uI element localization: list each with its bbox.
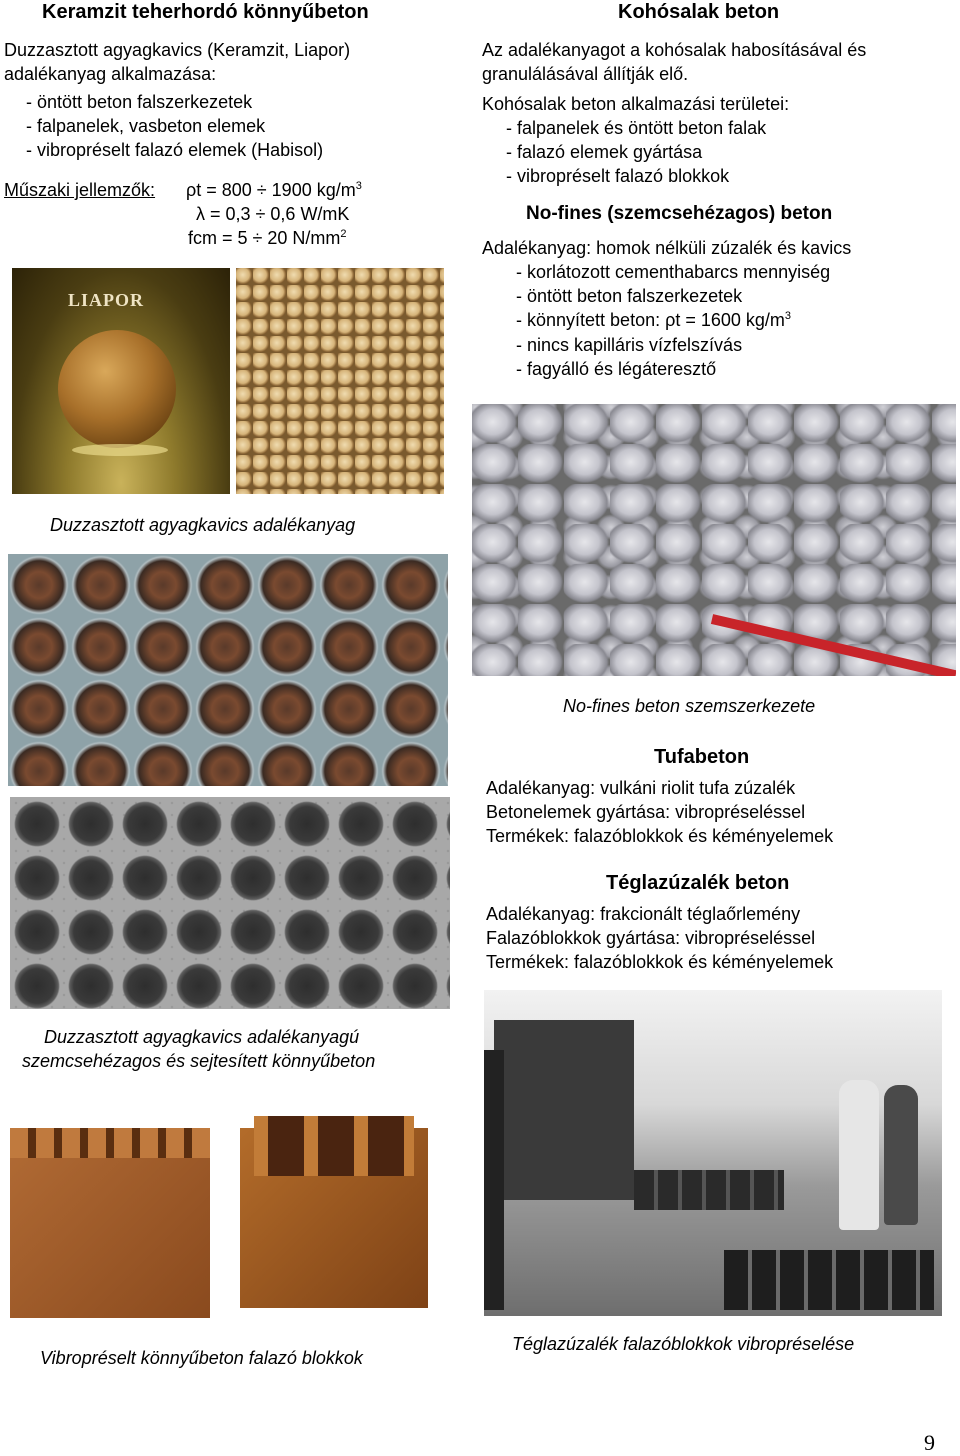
page-number: 9	[924, 1430, 935, 1455]
worker	[839, 1080, 879, 1230]
nofines-item-5: - fagyálló és légáteresztő	[516, 359, 717, 379]
left-intro-2: adalékanyag alkalmazása:	[4, 64, 217, 84]
blocks-image	[4, 1088, 440, 1328]
area-2: - falazó elemek gyártása	[506, 142, 703, 162]
caption-press: Téglazúzalék falazóblokkok vibropréselése	[512, 1334, 855, 1354]
caption-aggregate: Duzzasztott agyagkavics adalékanyag	[50, 515, 356, 535]
left-use-1: - öntött beton falszerkezetek	[26, 92, 253, 112]
block-left	[10, 1148, 210, 1318]
liapor-logo: LIAPOR	[68, 290, 145, 310]
nofines-item-3: - könnyített beton: ρt = 1600 $kg/m^3$	[516, 310, 792, 330]
block-row-2	[724, 1250, 934, 1310]
brick-line-3: Termékek: falazóblokkok és kéményelemek	[486, 952, 834, 972]
caption-nofines: No-fines beton szemszerkezete	[563, 696, 816, 716]
area-1: - falpanelek és öntött beton falak	[506, 118, 767, 138]
block-row-1	[634, 1170, 784, 1210]
tufa-line-2: Betonelemek gyártása: vibropréseléssel	[486, 802, 806, 822]
left-use-2: - falpanelek, vasbeton elemek	[26, 116, 266, 136]
caption-concrete-2: szemcsehézagos és sejtesített könnyűbeton	[22, 1051, 376, 1071]
clay-pellets-image	[236, 268, 444, 494]
caption-blocks: Vibropréselt könnyűbeton falazó blokkok	[40, 1348, 363, 1368]
press-machine	[494, 1020, 634, 1200]
concrete-section-image-2	[10, 797, 450, 1009]
brick-line-2: Falazóblokkok gyártása: vibropréseléssel	[486, 928, 816, 948]
right-line-1: Az adalékanyagot a kohósalak habosításával és	[482, 40, 867, 60]
nofines-item-2: - öntött beton falszerkezetek	[516, 286, 743, 306]
nofines-item-4: - nincs kapilláris vízfelszívás	[516, 335, 743, 355]
ball-reflection	[72, 444, 168, 456]
left-heading: Keramzit teherhordó könnyűbeton	[42, 1, 369, 23]
spec-label: Műszaki jellemzők:	[4, 180, 156, 200]
block-right-holes	[254, 1116, 414, 1176]
left-intro-1: Duzzasztott agyagkavics (Keramzit, Liapor)	[4, 40, 351, 60]
slag-aggregate-image	[472, 404, 956, 676]
spec-fcm: fcm = 5 ÷ 20 $N/mm^2$	[188, 228, 347, 248]
tufa-heading: Tufabeton	[654, 746, 750, 768]
pencil	[711, 614, 956, 676]
tufa-line-1: Adalékanyag: vulkáni riolit tufa zúzalék	[486, 778, 796, 798]
nofines-intro: Adalékanyag: homok nélküli zúzalék és kavics	[482, 238, 852, 258]
factory-photo	[484, 990, 942, 1316]
right-heading: Kohósalak beton	[618, 1, 780, 23]
worker-2	[884, 1085, 918, 1225]
right-line-2: granulálásával állítják elő.	[482, 64, 689, 84]
areas-title: Kohósalak beton alkalmazási területei:	[482, 94, 790, 114]
caption-concrete-1: Duzzasztott agyagkavics adalékanyagú	[44, 1027, 360, 1047]
clay-ball	[58, 330, 176, 448]
concrete-section-image-1	[8, 554, 448, 786]
area-3: - vibropréselt falazó blokkok	[506, 166, 730, 186]
tufa-line-3: Termékek: falazóblokkok és kéményelemek	[486, 826, 834, 846]
nofines-heading: No-fines (szemcsehézagos) beton	[526, 203, 833, 224]
brick-line-1: Adalékanyag: frakcionált téglaőrlemény	[486, 904, 801, 924]
left-use-3: - vibropréselt falazó elemek (Habisol)	[26, 140, 324, 160]
spec-rho: ρt = 800 ÷ 1900 $kg/m^3$	[186, 180, 362, 200]
spec-lambda: λ = 0,3 ÷ 0,6 W/mK	[196, 204, 350, 224]
nofines-item-1: - korlátozott cementhabarcs mennyiség	[516, 262, 831, 282]
block-left-holes	[10, 1128, 210, 1158]
liapor-ball-image	[12, 268, 230, 494]
brick-heading: Téglazúzalék beton	[606, 872, 790, 894]
